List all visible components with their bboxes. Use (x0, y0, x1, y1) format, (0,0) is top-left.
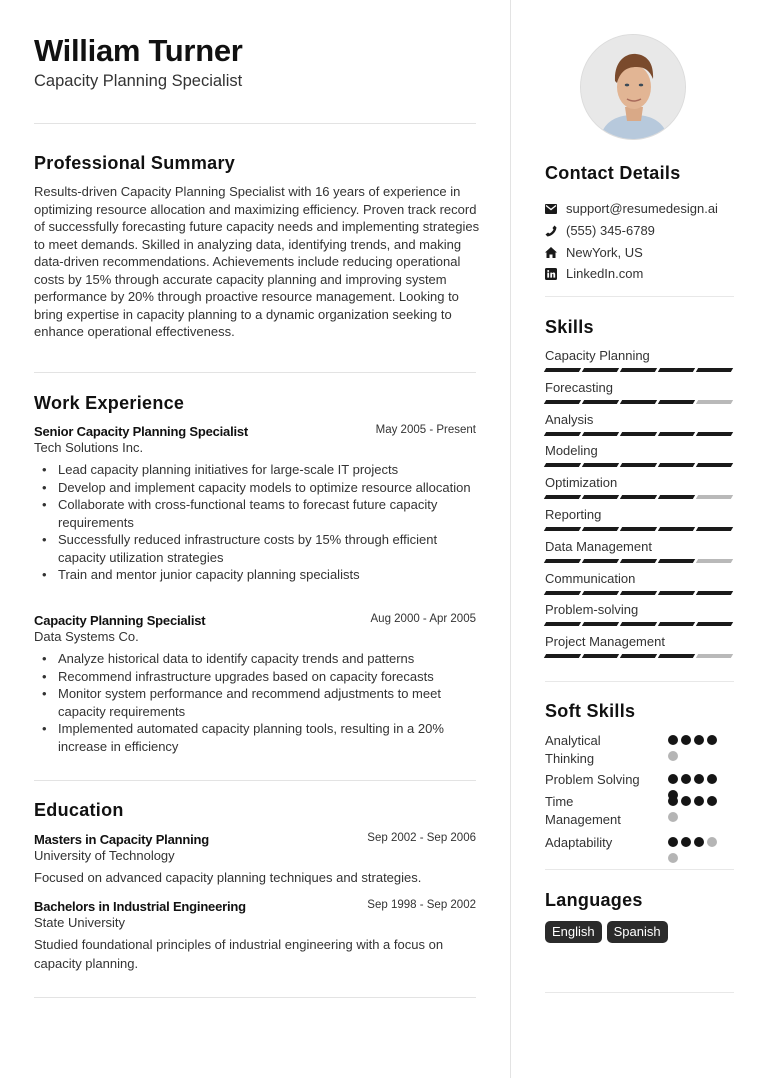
school-name: University of Technology (34, 848, 175, 863)
soft-skills-heading: Soft Skills (545, 701, 636, 721)
skill-bar-filled (582, 368, 619, 372)
skill-bar-filled (696, 622, 733, 626)
job-title: Capacity Planning Specialist (34, 613, 206, 628)
rating-dot-empty (668, 853, 678, 863)
skill-label: Problem-solving (545, 602, 639, 617)
education-entry (34, 832, 476, 887)
skill-bar-filled (658, 591, 695, 595)
rating-dot-filled (694, 735, 704, 745)
rating-dot-filled (668, 735, 678, 745)
skill-bar-filled (658, 527, 695, 531)
rating-dot-filled (681, 796, 691, 806)
skill-bar-filled (696, 463, 733, 467)
job-bullets (34, 650, 476, 755)
job-bullet: • Successfully reduced infrastructure costs by 15% through efficient capacity utilization strategies (34, 531, 476, 566)
rating-dot-filled (707, 796, 717, 806)
skill-bar-empty (696, 559, 733, 563)
skill-bar-filled (620, 463, 657, 467)
divider (34, 780, 476, 781)
skill-level-bars (545, 527, 734, 531)
skill-label: Communication (545, 571, 636, 586)
linkedin-icon (545, 268, 566, 280)
contact-list (545, 198, 734, 285)
skill-level-bars (545, 432, 734, 436)
rating-dot-filled (681, 735, 691, 745)
phone-icon (545, 225, 566, 237)
job-bullet: • Lead capacity planning initiatives for large-scale IT projects (34, 461, 476, 479)
skill-item (545, 539, 734, 563)
skill-bar-empty (696, 495, 733, 499)
skill-item (545, 507, 734, 531)
job-bullet: • Develop and implement capacity models to optimize resource allocation (34, 479, 476, 497)
skill-level-bars (545, 591, 734, 595)
divider (545, 869, 734, 870)
rating-dot-filled (694, 796, 704, 806)
education-entry (34, 899, 476, 973)
skill-label: Modeling (545, 443, 598, 458)
skill-label: Analysis (545, 412, 594, 427)
skill-item (545, 475, 734, 499)
language-badge-english: English (545, 921, 602, 943)
job-entry (34, 613, 476, 755)
job-bullet: • Monitor system performance and recommend adjustments to meet capacity requirements (34, 685, 476, 720)
job-bullet: • Train and mentor junior capacity planning specialists (34, 566, 476, 584)
job-bullet: • Analyze historical data to identify capacity trends and patterns (34, 650, 476, 668)
skill-bar-empty (696, 400, 733, 404)
divider (34, 997, 476, 998)
soft-skill-rating-dots (668, 735, 724, 761)
skill-bar-filled (544, 654, 581, 658)
location-text: NewYork, US (566, 244, 643, 260)
rating-dot-empty (668, 812, 678, 822)
job-date: May 2005 - Present (375, 424, 476, 436)
skill-label: Reporting (545, 507, 602, 522)
degree-title: Bachelors in Industrial Engineering (34, 899, 246, 914)
skill-bar-filled (658, 654, 695, 658)
skill-item (545, 634, 734, 658)
phone-text: (555) 345-6789 (566, 223, 655, 239)
contact-heading: Contact Details (545, 163, 681, 183)
skill-bar-filled (658, 368, 695, 372)
job-entry (34, 424, 476, 584)
soft-skill-label: Problem Solving (545, 772, 640, 787)
job-bullets (34, 461, 476, 584)
rating-dot-filled (694, 837, 704, 847)
soft-skill-rating-dots (668, 837, 724, 863)
skill-bar-filled (620, 527, 657, 531)
skill-bar-filled (620, 654, 657, 658)
education-date: Sep 1998 - Sep 2002 (367, 899, 476, 911)
skill-bar-filled (620, 368, 657, 372)
school-name: State University (34, 915, 126, 930)
skill-bar-filled (582, 591, 619, 595)
degree-title: Masters in Capacity Planning (34, 832, 210, 847)
education-date: Sep 2002 - Sep 2006 (367, 832, 476, 844)
skill-bar-filled (620, 591, 657, 595)
skill-bar-filled (544, 400, 581, 404)
rating-dot-empty (668, 751, 678, 761)
linkedin-text: LinkedIn.com (566, 266, 644, 282)
soft-skill-label: Analytical Thinking (545, 733, 601, 766)
soft-skill-rating-dots (668, 796, 724, 822)
job-bullet: • Recommend infrastructure upgrades based on capacity forecasts (34, 668, 476, 686)
skill-level-bars (545, 495, 734, 499)
languages-list (545, 921, 668, 943)
soft-skill-label: Time Management (545, 794, 621, 827)
column-divider (510, 0, 511, 1078)
skill-bar-filled (696, 432, 733, 436)
divider (34, 372, 476, 373)
skill-bar-filled (544, 591, 581, 595)
skill-bar-filled (582, 463, 619, 467)
rating-dot-filled (694, 774, 704, 784)
skill-bar-filled (620, 559, 657, 563)
skill-bar-filled (658, 622, 695, 626)
skill-level-bars (545, 400, 734, 404)
skill-item (545, 443, 734, 467)
divider (545, 296, 734, 297)
skill-bar-filled (620, 622, 657, 626)
skill-level-bars (545, 368, 734, 372)
rating-dot-filled (681, 774, 691, 784)
home-icon (545, 247, 566, 258)
rating-dot-filled (668, 774, 678, 784)
rating-dot-filled (681, 837, 691, 847)
skill-bar-filled (582, 559, 619, 563)
skill-level-bars (545, 654, 734, 658)
avatar-image (581, 35, 686, 140)
rating-dot-filled (707, 774, 717, 784)
job-company: Data Systems Co. (34, 629, 139, 644)
skill-bar-filled (582, 495, 619, 499)
candidate-name: William Turner (34, 33, 243, 68)
contact-email[interactable] (545, 198, 734, 220)
email-text: support@resumedesign.ai (566, 201, 718, 217)
divider (545, 681, 734, 682)
skill-bar-filled (544, 622, 581, 626)
languages-heading: Languages (545, 890, 643, 910)
skill-bar-filled (658, 400, 695, 404)
skill-label: Data Management (545, 539, 652, 554)
contact-linkedin[interactable] (545, 263, 734, 285)
skill-item (545, 348, 734, 372)
skill-bar-filled (696, 368, 733, 372)
skill-level-bars (545, 559, 734, 563)
skill-label: Capacity Planning (545, 348, 650, 363)
divider (34, 123, 476, 124)
skill-item (545, 412, 734, 436)
skill-bar-filled (544, 559, 581, 563)
profile-photo (580, 34, 686, 140)
rating-dot-filled (668, 796, 678, 806)
skill-level-bars (545, 463, 734, 467)
skill-bar-empty (696, 654, 733, 658)
skill-label: Optimization (545, 475, 618, 490)
skill-item (545, 571, 734, 595)
summary-heading: Professional Summary (34, 153, 236, 173)
candidate-title: Capacity Planning Specialist (34, 72, 243, 90)
skill-bar-filled (544, 495, 581, 499)
soft-skill-label: Adaptability (545, 835, 613, 850)
skill-bar-filled (658, 463, 695, 467)
skill-bar-filled (582, 654, 619, 658)
envelope-icon (545, 204, 566, 214)
rating-dot-empty (707, 837, 717, 847)
rating-dot-filled (707, 735, 717, 745)
skill-bar-filled (544, 432, 581, 436)
skill-bar-filled (544, 463, 581, 467)
contact-location (545, 241, 734, 263)
rating-dot-filled (668, 837, 678, 847)
job-bullet: • Implemented automated capacity planning tools, resulting in a 20% increase in efficiency (34, 720, 476, 755)
experience-heading: Work Experience (34, 393, 185, 413)
skill-bar-filled (658, 432, 695, 436)
skill-bar-filled (696, 591, 733, 595)
skill-bar-filled (582, 400, 619, 404)
job-title: Senior Capacity Planning Specialist (34, 424, 249, 439)
skill-bar-filled (620, 400, 657, 404)
skill-bar-filled (620, 495, 657, 499)
skill-bar-filled (658, 559, 695, 563)
skill-bar-filled (696, 527, 733, 531)
education-description: Focused on advanced capacity planning techniques and strategies. (34, 870, 422, 885)
skill-label: Project Management (545, 634, 665, 649)
skill-bar-filled (582, 432, 619, 436)
skill-bar-filled (582, 527, 619, 531)
skill-bar-filled (582, 622, 619, 626)
education-description: Studied foundational principles of industrial engineering with a focus on capacity planning. (34, 937, 444, 971)
job-company: Tech Solutions Inc. (34, 440, 144, 455)
job-bullet: • Collaborate with cross-functional teams to forecast future capacity requirements (34, 496, 476, 531)
language-badge-spanish: Spanish (607, 921, 668, 943)
skill-label: Forecasting (545, 380, 613, 395)
education-heading: Education (34, 800, 124, 820)
divider (545, 992, 734, 993)
skill-item (545, 380, 734, 404)
skill-level-bars (545, 622, 734, 626)
skill-bar-filled (658, 495, 695, 499)
skills-heading: Skills (545, 317, 594, 337)
contact-phone[interactable] (545, 220, 734, 242)
summary-text: Results-driven Capacity Planning Specialist with 16 years of experience in optimizing resource allocation and maximizing efficiency. Proven track record of successfully forecasting future capacity needs and implementing strategies to meet demands. Skilled in analyzing data, identifying trends, and making data-driven recommendations. Achievements include reducing operational costs by 15% through accurate capacity planning and improving system performance by 20% through proactive resource management. Looking to bring expertise in capacity planning to a dynamic organization seeking to enhance operational effectiveness. (34, 184, 480, 339)
skill-bar-filled (620, 432, 657, 436)
job-date: Aug 2000 - Apr 2005 (370, 613, 476, 625)
skill-bar-filled (544, 368, 581, 372)
skill-item (545, 602, 734, 626)
skill-bar-filled (544, 527, 581, 531)
